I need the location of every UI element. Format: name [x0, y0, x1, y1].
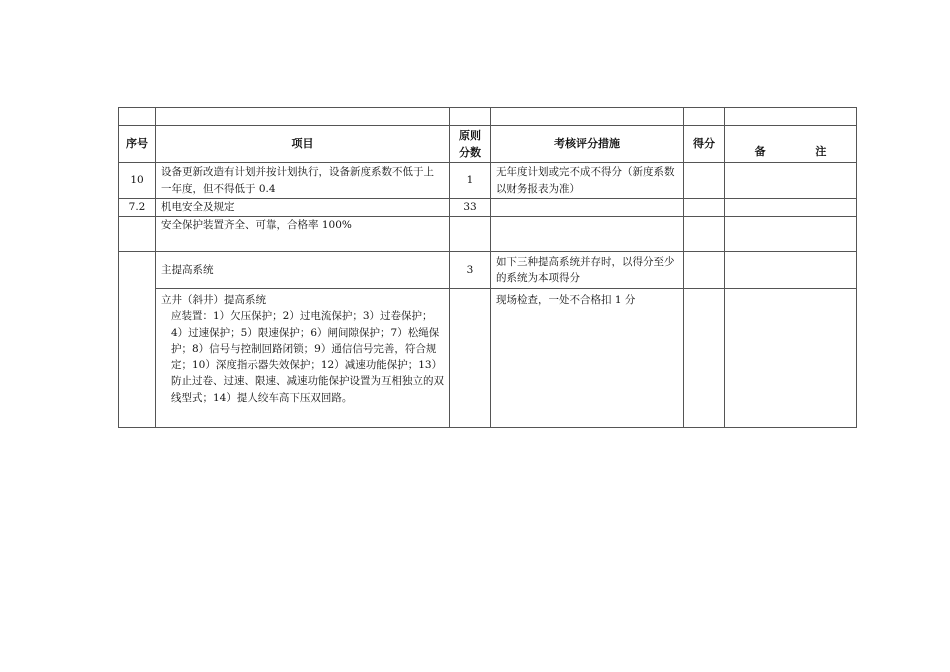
row-no [119, 217, 156, 252]
row-score: 1 [450, 163, 491, 199]
header-score-line2: 分数 [459, 146, 481, 159]
row-note [725, 199, 857, 217]
row-got [684, 252, 725, 289]
row-measure: 现场检查，一处不合格扣 1 分 [491, 289, 684, 428]
table-row [119, 163, 857, 199]
blank-top-row [119, 108, 857, 126]
row-note [725, 252, 857, 289]
row-no: 7.2 [119, 199, 156, 217]
row-item [156, 289, 450, 428]
header-score [450, 126, 491, 163]
assessment-table [118, 107, 857, 428]
row-no: 10 [119, 163, 156, 199]
row-item-text: 应装置：1）欠压保护；2）过电流保护；3）过卷保护；4）过速保护；5）限速保护；6）闸间隙保护；7）松绳保护；8）信号与控制回路闭锁；9）通信信号完善，符合规定；10）深度指示器失效保护；12）减速功能保护；13）防止过卷、过速、限速、减速功能保护设置为互相独立的双线型式；14）提人绞车高下压双回路。 [171, 310, 444, 404]
row-item-title: 立井（斜井）提高系统 [161, 294, 266, 306]
table-row [119, 289, 857, 428]
row-score [450, 289, 491, 428]
header-no: 序号 [119, 126, 156, 163]
row-got [684, 289, 725, 428]
header-row [119, 126, 857, 163]
row-got [684, 163, 725, 199]
row-score: 33 [450, 199, 491, 217]
row-measure [491, 217, 684, 252]
row-measure [491, 199, 684, 217]
header-note-b: 注 [815, 144, 827, 158]
row-note [725, 289, 857, 428]
row-item: 主提高系统 [156, 252, 450, 289]
header-item: 项目 [156, 126, 450, 163]
header-score-line1: 原则 [459, 128, 481, 142]
row-item: 机电安全及规定 [156, 199, 450, 217]
header-note [725, 126, 857, 163]
row-measure: 如下三种提高系统并存时，以得分至少的系统为本项得分 [491, 252, 684, 289]
row-score [450, 217, 491, 252]
row-note [725, 163, 857, 199]
table-row [119, 252, 857, 289]
header-note-a: 备 [754, 144, 766, 158]
row-note [725, 217, 857, 252]
row-no [119, 252, 156, 428]
row-got [684, 199, 725, 217]
table-row [119, 199, 857, 217]
header-got: 得分 [684, 126, 725, 163]
row-item: 安全保护装置齐全、可靠，合格率 100% [156, 217, 450, 252]
row-measure: 无年度计划或完不成不得分（新度系数以财务报表为准） [491, 163, 684, 199]
table-row [119, 217, 857, 252]
row-got [684, 217, 725, 252]
row-item: 设备更新改造有计划并按计划执行，设备新度系数不低于上一年度，但不得低于 0.4 [156, 163, 450, 199]
row-score: 3 [450, 252, 491, 289]
header-measure: 考核评分措施 [491, 126, 684, 163]
